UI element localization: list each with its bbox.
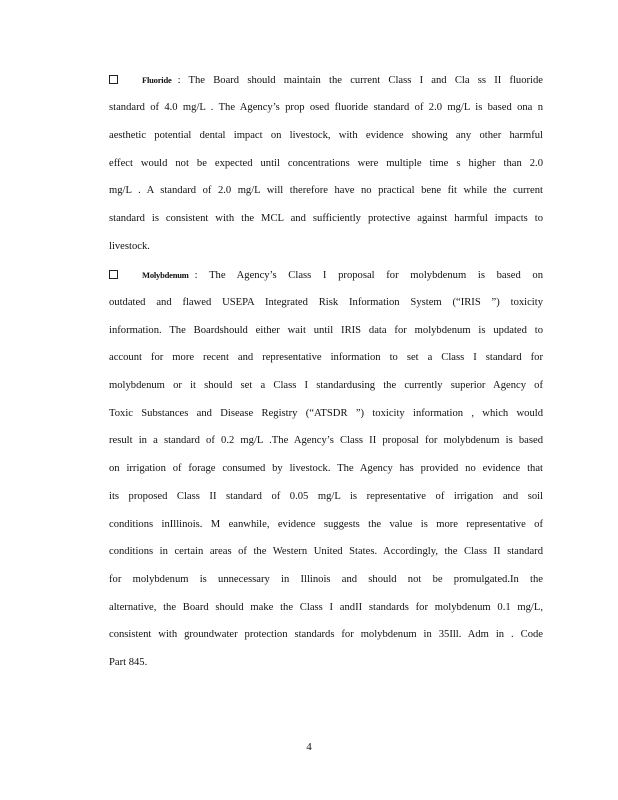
paragraph-line: alternative, the Board should make the Class I andII standards for molybdenum 0.1 mg/L, <box>109 602 543 613</box>
paragraph-line: for molybdenum is unnecessary in Illinois and should not be promulgated.In the <box>109 574 543 585</box>
paragraph-line: Molybdenum : The Agency’s Class I proposal for molybdenum is based on <box>109 267 543 283</box>
paragraph-line: molybdenum or it should set a Class I standardusing the currently superior Agency of <box>109 380 543 391</box>
paragraph-line: information. The Boardshould either wait until IRIS data for molybdenum is updated to <box>109 325 543 336</box>
paragraph-line: Part 845. <box>109 657 148 668</box>
paragraph-line: consistent with groundwater protection standards for molybdenum in 35Ill. Adm in . Code <box>109 629 543 640</box>
paragraph-line: Toxic Substances and Disease Registry (“ATSDR ”) toxicity information , which would <box>109 408 543 419</box>
paragraph-line: effect would not be expected until concentrations were multiple time s higher than 2.0 <box>109 158 543 169</box>
bullet-icon <box>109 75 118 84</box>
paragraph-line: conditions in certain areas of the Western United States. Accordingly, the Class II standard <box>109 546 543 557</box>
paragraph-line: mg/L . A standard of 2.0 mg/L will therefore have no practical bene fit while the current <box>109 185 543 196</box>
bullet-icon <box>109 270 118 279</box>
paragraph-line: result in a standard of 0.2 mg/L .The Agency’s Class II proposal for molybdenum is based <box>109 435 543 446</box>
paragraph-line: conditions inIllinois. M eanwhile, evidence suggests the value is more representative of <box>109 519 543 530</box>
page-number: 4 <box>306 741 312 753</box>
paragraph-line: its proposed Class II standard of 0.05 mg/L is representative of irrigation and soil <box>109 491 543 502</box>
term-fluoride: Fluoride <box>142 75 172 85</box>
paragraph-line: account for more recent and representative information to set a Class I standard for <box>109 352 543 363</box>
paragraph-line: standard of 4.0 mg/L . The Agency’s prop osed fluoride standard of 2.0 mg/L is based ona n <box>109 102 543 113</box>
paragraph-line: aesthetic potential dental impact on livestock, with evidence showing any other harmful <box>109 130 543 141</box>
paragraph-line: standard is consistent with the MCL and sufficiently protective against harmful impacts to <box>109 213 543 224</box>
paragraph-line: on irrigation of forage consumed by livestock. The Agency has provided no evidence that <box>109 463 543 474</box>
paragraph-line: livestock. <box>109 241 150 252</box>
paragraph-line: outdated and flawed USEPA Integrated Risk Information System (“IRIS ”) toxicity <box>109 297 543 308</box>
paragraph-line: Fluoride : The Board should maintain the current Class I and Cla ss II fluoride <box>109 72 543 88</box>
term-molybdenum: Molybdenum <box>142 270 189 280</box>
